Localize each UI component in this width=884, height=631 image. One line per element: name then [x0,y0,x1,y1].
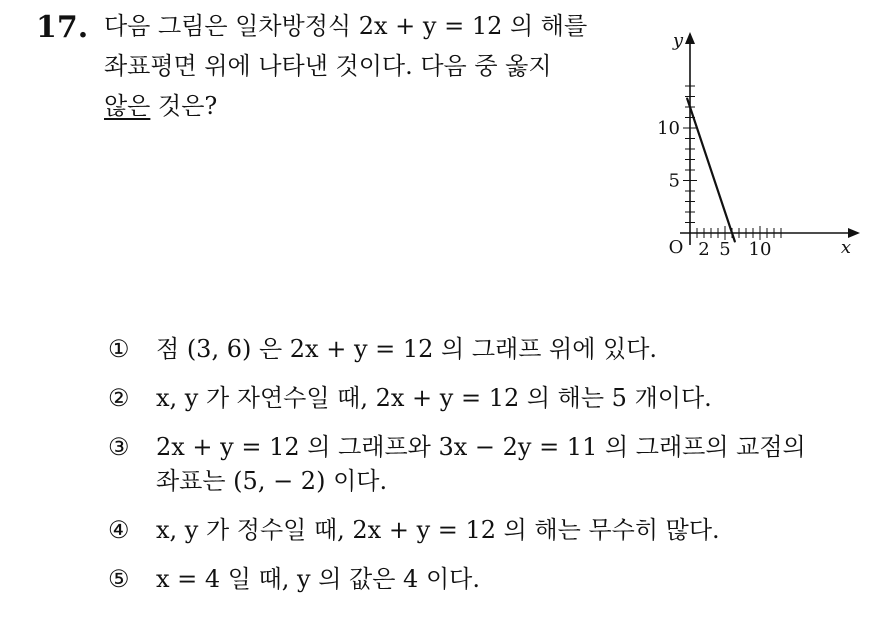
choice-1[interactable] [108,332,848,366]
choice-list [108,332,848,611]
question-number: 17. [36,10,89,45]
choice-3[interactable] [108,430,848,498]
choice-3-text-line-1: 2x + y = 12 의 그래프와 3x − 2y = 11 의 그래프의 교점의 [156,433,806,461]
choice-3-text-line-2: 좌표는 (5, − 2) 이다. [156,467,388,495]
question-line-3 [104,86,624,126]
question-line-3-rest: 것은? [150,92,218,120]
y-tick-label-5: 5 [668,170,680,192]
question-text [104,6,624,126]
x-tick-label-10: 10 [748,239,772,260]
choice-4-mark: ④ [108,516,130,544]
choice-2[interactable] [108,381,848,415]
choice-2-mark: ② [108,384,130,412]
underlined-keyword: 않은 [104,92,151,120]
x-tick-label-2: 2 [698,239,710,260]
choice-3-mark: ③ [108,433,130,461]
question-line-2: 좌표평면 위에 나타낸 것이다. 다음 중 옳지 [104,52,552,80]
choice-5-mark: ⑤ [108,565,130,593]
y-tick-label-10: 10 [657,118,680,139]
question-line-1: 다음 그림은 일차방정식 2x + y = 12 의 해를 [104,12,588,40]
choice-5[interactable] [108,562,848,596]
y-axis-label: y [672,30,684,51]
choice-4[interactable] [108,513,848,547]
y-axis-arrow [685,32,695,44]
origin-label: O [668,237,684,258]
x-tick-label-5: 5 [719,239,731,260]
x-axis-label: x [840,237,852,258]
choice-5-text: x = 4 일 때, y 의 값은 4 이다. [156,565,480,593]
choice-2-text: x, y 가 자연수일 때, 2x + y = 12 의 해는 5 개이다. [156,384,712,412]
choice-1-text: 점 (3, 6) 은 2x + y = 12 의 그래프 위에 있다. [156,335,658,363]
choice-4-text: x, y 가 정수일 때, 2x + y = 12 의 해는 무수히 많다. [156,516,720,544]
choice-1-mark: ① [108,335,130,363]
coordinate-graph [636,20,872,270]
